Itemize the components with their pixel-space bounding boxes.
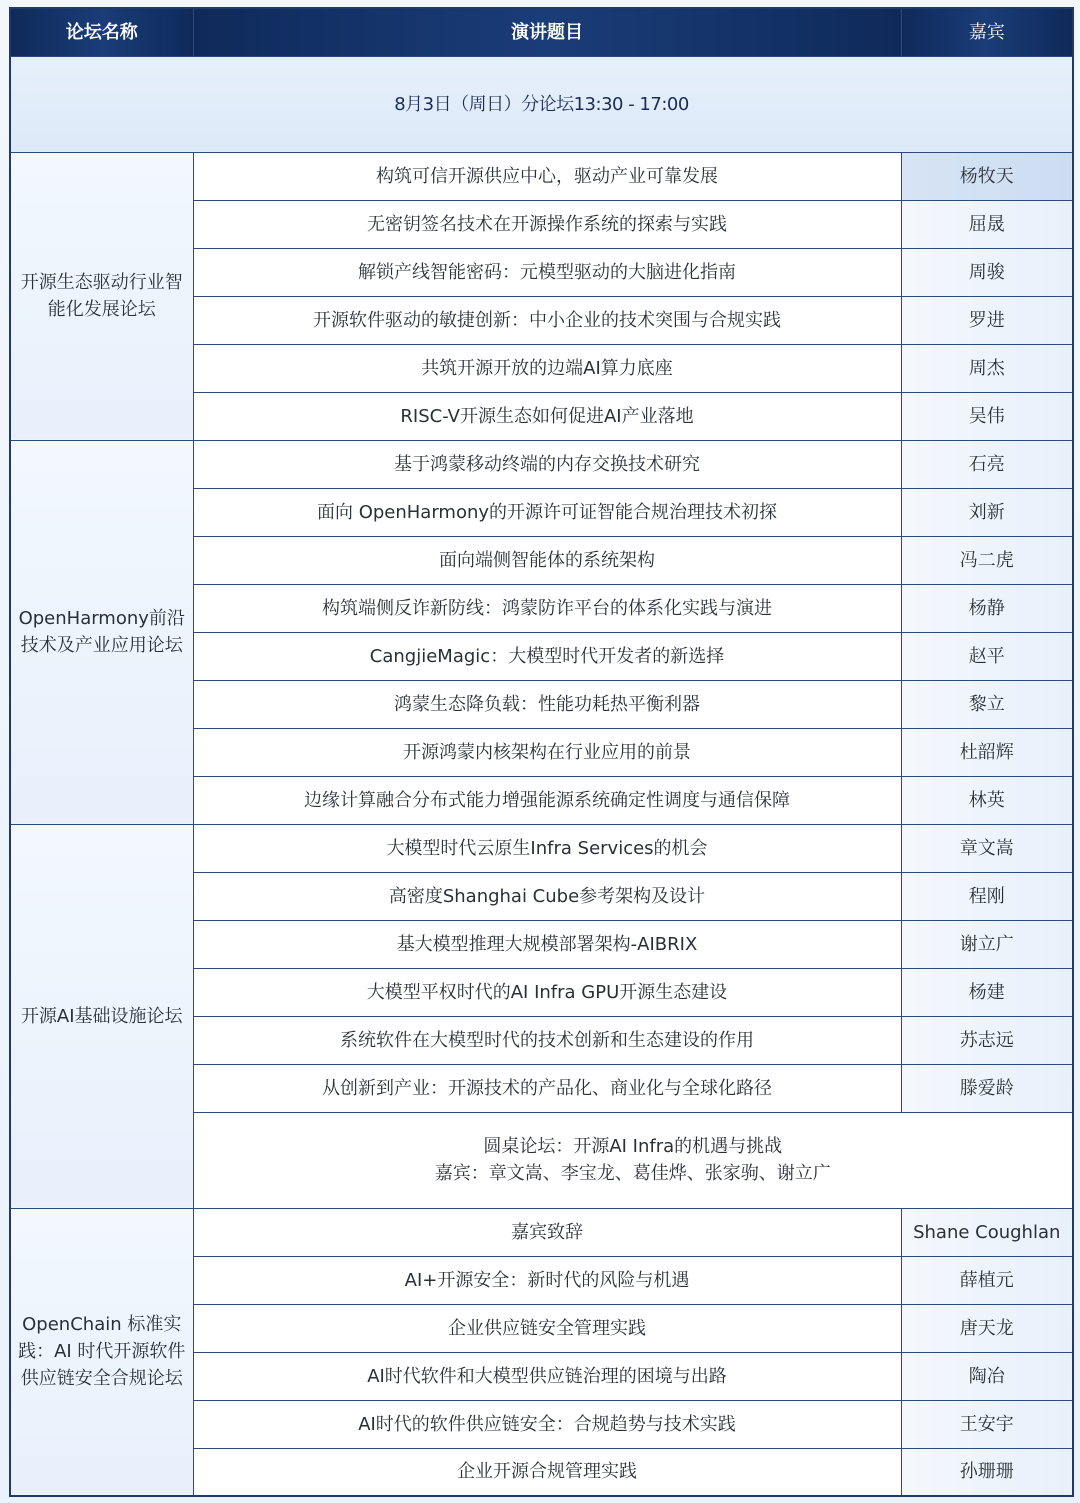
- table-row: [10, 824, 1073, 872]
- talk-speaker: 冯二虎: [901, 536, 1073, 584]
- talk-topic: AI时代软件和大模型供应链治理的困境与出路: [193, 1352, 901, 1400]
- table-row: [10, 440, 1073, 488]
- roundtable-guests: 嘉宾：章文嵩、李宝龙、葛佳烨、张家驹、谢立广: [434, 1163, 831, 1184]
- header-topic: 演讲题目: [193, 8, 901, 56]
- talk-topic: 面向端侧智能体的系统架构: [193, 536, 901, 584]
- talk-topic: 基于鸿蒙移动终端的内存交换技术研究: [193, 440, 901, 488]
- session-title-row: [10, 56, 1073, 152]
- talk-speaker: 苏志远: [901, 1016, 1073, 1064]
- talk-speaker: 杜韶辉: [901, 728, 1073, 776]
- talk-speaker: 陶冶: [901, 1352, 1073, 1400]
- talk-topic: 鸿蒙生态降负载：性能功耗热平衡利器: [193, 680, 901, 728]
- talk-speaker: 杨牧天: [901, 152, 1073, 200]
- talk-topic: 嘉宾致辞: [193, 1208, 901, 1256]
- talk-speaker: 石亮: [901, 440, 1073, 488]
- talk-topic: 企业开源合规管理实践: [193, 1448, 901, 1496]
- talk-speaker: 孙珊珊: [901, 1448, 1073, 1496]
- talk-speaker: 赵平: [901, 632, 1073, 680]
- forum-name: 开源生态驱动行业智能化发展论坛: [10, 152, 193, 440]
- talk-speaker: 杨建: [901, 968, 1073, 1016]
- talk-speaker: 屈晟: [901, 200, 1073, 248]
- talk-topic: 构筑可信开源供应中心，驱动产业可靠发展: [193, 152, 901, 200]
- forum-name: OpenHarmony前沿技术及产业应用论坛: [10, 440, 193, 824]
- table-row: [10, 1208, 1073, 1256]
- talk-speaker: 王安宇: [901, 1400, 1073, 1448]
- header-forum-name: 论坛名称: [10, 8, 193, 56]
- talk-speaker: 杨静: [901, 584, 1073, 632]
- agenda-table: [9, 7, 1074, 1497]
- talk-speaker: 章文嵩: [901, 824, 1073, 872]
- talk-speaker: 黎立: [901, 680, 1073, 728]
- talk-topic: 面向 OpenHarmony的开源许可证智能合规治理技术初探: [193, 488, 901, 536]
- talk-speaker: 周杰: [901, 344, 1073, 392]
- talk-speaker: 程刚: [901, 872, 1073, 920]
- talk-speaker: 周骏: [901, 248, 1073, 296]
- talk-speaker: 薛植元: [901, 1256, 1073, 1304]
- talk-topic: 开源鸿蒙内核架构在行业应用的前景: [193, 728, 901, 776]
- talk-topic: 解锁产线智能密码：元模型驱动的大脑进化指南: [193, 248, 901, 296]
- talk-topic: RISC-V开源生态如何促进AI产业落地: [193, 392, 901, 440]
- talk-topic: 边缘计算融合分布式能力增强能源系统确定性调度与通信保障: [193, 776, 901, 824]
- talk-speaker: 吴伟: [901, 392, 1073, 440]
- talk-topic: 开源软件驱动的敏捷创新：中小企业的技术突围与合规实践: [193, 296, 901, 344]
- talk-speaker: 罗进: [901, 296, 1073, 344]
- talk-topic: 共筑开源开放的边端AI算力底座: [193, 344, 901, 392]
- talk-topic: 无密钥签名技术在开源操作系统的探索与实践: [193, 200, 901, 248]
- talk-topic: 大模型时代云原生Infra Services的机会: [193, 824, 901, 872]
- agenda-container: [9, 7, 1072, 1497]
- forum-name: 开源AI基础设施论坛: [10, 824, 193, 1208]
- forum-name: OpenChain 标准实践：AI 时代开源软件供应链安全合规论坛: [10, 1208, 193, 1496]
- table-header-row: [10, 8, 1073, 56]
- talk-topic: 构筑端侧反诈新防线：鸿蒙防诈平台的体系化实践与演进: [193, 584, 901, 632]
- talk-topic: 高密度Shanghai Cube参考架构及设计: [193, 872, 901, 920]
- talk-topic: 从创新到产业：开源技术的产品化、商业化与全球化路径: [193, 1064, 901, 1112]
- roundtable-title: 圆桌论坛：开源AI Infra的机遇与挑战: [483, 1136, 783, 1157]
- talk-speaker: 唐天龙: [901, 1304, 1073, 1352]
- talk-topic: 系统软件在大模型时代的技术创新和生态建设的作用: [193, 1016, 901, 1064]
- talk-topic: 大模型平权时代的AI Infra GPU开源生态建设: [193, 968, 901, 1016]
- talk-topic: CangjieMagic：大模型时代开发者的新选择: [193, 632, 901, 680]
- talk-topic: AI+开源安全：新时代的风险与机遇: [193, 1256, 901, 1304]
- talk-speaker: 林英: [901, 776, 1073, 824]
- table-row: [10, 152, 1073, 200]
- talk-speaker: Shane Coughlan: [901, 1208, 1073, 1256]
- talk-speaker: 滕爱龄: [901, 1064, 1073, 1112]
- roundtable-cell: [193, 1112, 1073, 1208]
- talk-topic: 基大模型推理大规模部署架构-AIBRIX: [193, 920, 901, 968]
- talk-topic: AI时代的软件供应链安全：合规趋势与技术实践: [193, 1400, 901, 1448]
- talk-speaker: 谢立广: [901, 920, 1073, 968]
- talk-speaker: 刘新: [901, 488, 1073, 536]
- session-title: 8月3日（周日）分论坛13:30 - 17:00: [10, 56, 1073, 152]
- header-speaker: 嘉宾: [901, 8, 1073, 56]
- talk-topic: 企业供应链安全管理实践: [193, 1304, 901, 1352]
